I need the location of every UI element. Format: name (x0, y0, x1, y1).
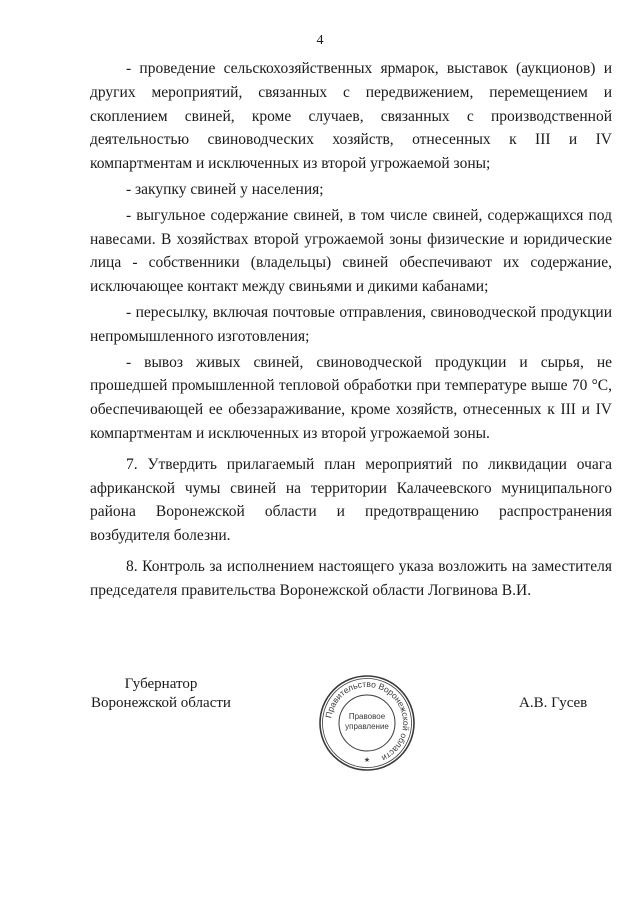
seal-star-icon: ★ (363, 757, 371, 764)
signatory-title-line2: Воронежской области (91, 695, 231, 711)
signatory-title (90, 675, 232, 713)
paragraph-purchase-ban: - закупку свиней у населения; (126, 180, 324, 198)
paragraph-free-range-ban: - выгульное содержание свиней, в том числе свиней, содержащихся под навесами. В хозяйствах второй угрожаемой зоны физические и юридические лица - собственники (владельцы) свиней обеспечивают их содержание, исключающее контакт между свиньями и дикими кабанами; (90, 206, 612, 296)
paragraph-item-8: 8. Контроль за исполнением настоящего указа возложить на заместителя председателя правительства Воронежской области Логвинова В.И. (90, 557, 612, 599)
paragraph-item-7: 7. Утвердить прилагаемый план мероприятий по ликвидации очага африканской чумы свиней на территории Калачеевского муниципального района Воронежской области и предотвращению распространения возбудителя болезни. (90, 455, 612, 545)
paragraph-export-ban: - вывоз живых свиней, свиноводческой продукции и сырья, не прошедшей промышленной тепловой обработки при температуре выше 70 °С, обеспечивающей ее обеззараживание, кроме хозяйств, отнесенных к III и IV компартментам и исключенных из второй угрожаемой зоны. (90, 353, 612, 442)
paragraph-shipping-ban: - пересылку, включая почтовые отправления, свиноводческой продукции непромышленного изготовления; (90, 303, 612, 345)
document-body (90, 57, 612, 603)
signatory-name: А.В. Гусев (519, 695, 588, 711)
paragraph-fairs-ban: - проведение сельскохозяйственных ярмарок, выставок (аукционов) и других мероприятий, связанных с передвижением, перемещением и скоплением свиней, кроме случаев, связанных с производственной деятельностью свиноводческих хозяйств, отнесенных к III и IV компартментам и исключенных из второй угрожаемой зоны; (90, 60, 612, 173)
seal-center-line1: Правовое (348, 712, 386, 721)
signatory-title-line1: Губернатор (124, 676, 198, 692)
page-number: 4 (316, 33, 324, 48)
seal-center-line2: управление (345, 722, 389, 731)
signature-block (0, 673, 640, 773)
official-seal (317, 673, 417, 773)
seal-outer-text: Правительство Воронежской области (323, 678, 412, 764)
